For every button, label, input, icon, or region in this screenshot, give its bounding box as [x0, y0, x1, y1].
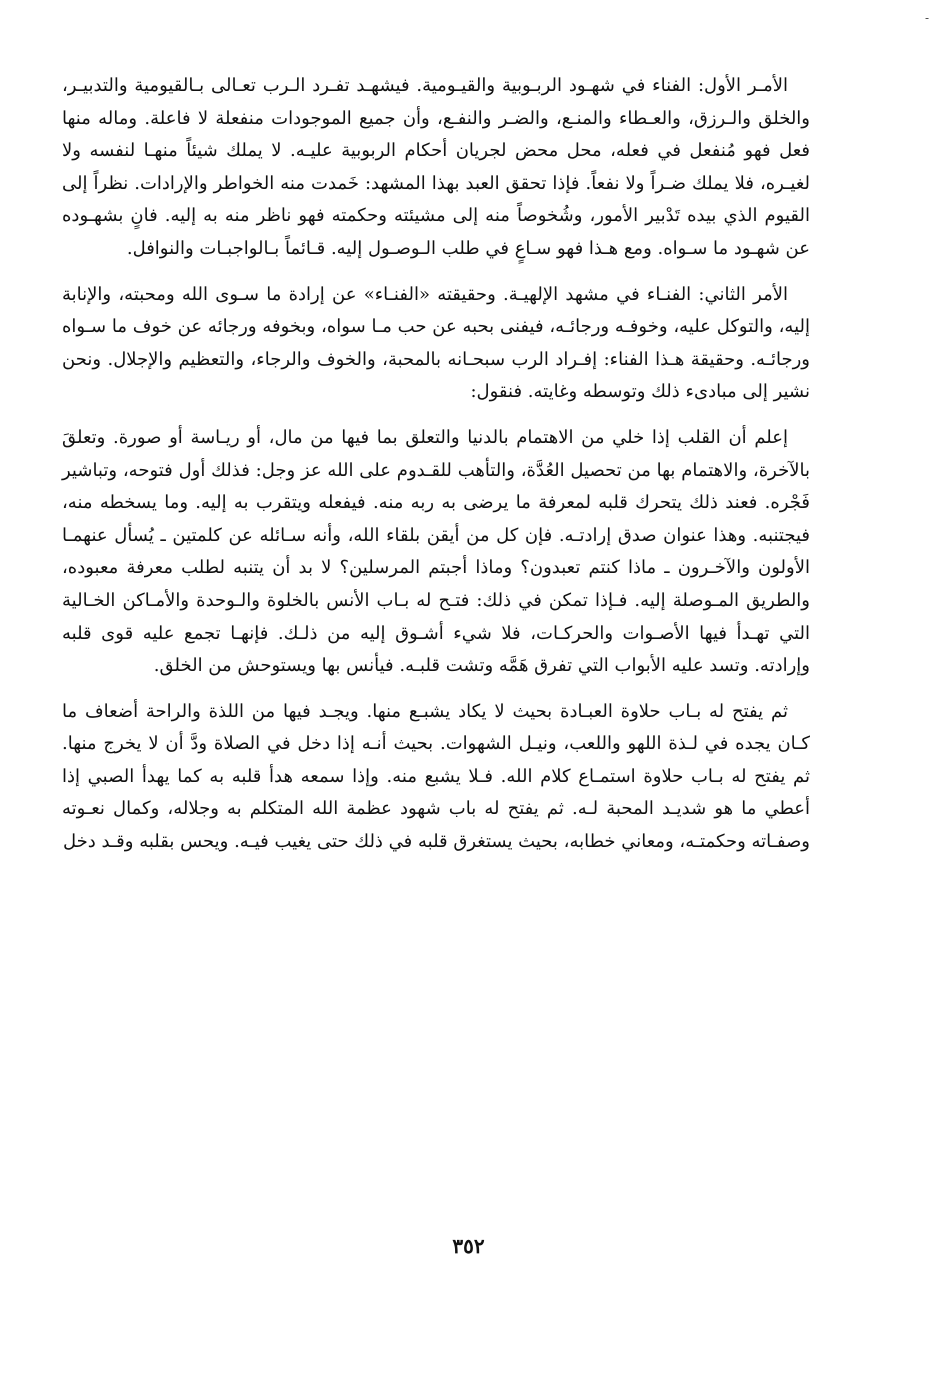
corner-mark: - — [924, 11, 929, 25]
paragraph-sweetness-of-worship: ثم يفتح له بـاب حلاوة العبـادة بحيث لا يكاد يشبـع منها. ويجـد فيها من اللذة والراحة أضعاف ما كـان يجده في لـذة اللهو واللعب، ونيـل الشهوات. بحيث أنـه إذا دخل في الصلاة ودَّ أن لا يخرج منها. ثم يفتح له بـاب حلاوة استمـاع كلام الله. فـلا يشبع منه. وإذا سمعه هدأ قلبه به كما يهدأ الصبي إذا أعطي ما هو شديـد المحبة لـه. ثم يفتح له باب شهود عظمة الله المتكلم به وجلاله، وكمال نعـوته وصفـاته وحكمتـه، ومعاني خطابه، بحيث يستغرق قلبه في ذلك حتى يغيب فيـه. ويحس بقلبه وقـد دخل — [62, 700, 810, 853]
paragraph-second-matter: الأمر الثاني: الفنـاء في مشهد الإلهيـة. وحقيقته «الفنـاء» عن إرادة ما سـوى الله ومحبته، والإنابة إليه، والتوكل عليه، وخوفـه ورجائـه، فيفنى بحبه عن حب مـا سواه، وبخوفه ورجائه عن خوف ما سـواه ورجائـه. وحقيقة هـذا الفناء: إفـراد الرب سبحـانه بالمحبة، والخوف والرجاء، والتعظيم والإجلال. ونحن نشير إلى مبادىء ذلك وتوسطه وغايته. فنقول: — [62, 283, 810, 403]
paragraph-first-matter: الأمـر الأول: الفناء في شهـود الربـوبية والقيـومية. فيشهـد تفـرد الـرب تعـالى بـالقيومية والتدبيـر، والخلق والـرزق، والعـطاء والمنـع، والضـر والنفـع، وأن جميع الموجودات منفعلة لا فاعلة. وماله منها فعل فهو مُنفعل في فعله، محل محض لجريان أحكام الربوبية عليـه. لا يملك شيئاً منهـا لنفسه ولا لغيـره، فلا يملك ضـراً ولا نفعاً. فإذا تحقق العبد بهذا المشهد: خَمدت منه الخواطر والإرادات. نظراً إلى القيوم الذي بيده تَدْبير الأمور، وشُخوصاً منه إلى مشيئته وحكمته فهو ناظر منه به إليه. فانٍ بشهـوده عن شهـود ما سـواه. ومع هـذا فهو سـاعٍ في طلب الـوصـول إليه. قـائماً بـالواجبـات والنوافل. — [62, 75, 810, 259]
page-number: ٣٥٢ — [452, 1234, 485, 1258]
body-text — [62, 70, 810, 859]
paragraph-heart-detachment: إعلم أن القلب إذا خلي من الاهتمام بالدنيا والتعلق بما فيها من مال، أو ريـاسة أو صورة. وتعلقَ بالآخرة، والاهتمام بها من تحصيل العُدَّة، والتأهب للقـدوم على الله عز وجل: فذلك أول فتوحه، وتباشير فَجْره. فعند ذلك يتحرك قلبه لمعرفة ما يرضى به ربه منه. فيفعله ويتقرب به إليه. وما يسخطه منه، فيجتنبه. وهذا عنوان صدق إرادتـه. فإن كل من أيقن بلقاء الله، وأنه سـائله عن كلمتين ـ يُسأل عنهمـا الأولون والآخـرون ـ ماذا كنتم تعبدون؟ وماذا أجبتم المرسلين؟ لا بد أن يتنبه لطلب معرفة معبوده، والطريق المـوصلة إليه. فـإذا تمكن في ذلك: فتـح له بـاب الأنس بالخلوة والـوحدة والأمـاكن الخـالية التي تهـدأ فيها الأصـوات والحركـات، فلا شيء أشـوق إليه من ذلـك. فإنهـا تجمع عليه قوى قلبه وإرادته. وتسد عليه الأبواب التي تفرق هَمَّه وتشت قلبـه. فيأنس بها ويستوحش من الخلق. — [62, 426, 810, 677]
